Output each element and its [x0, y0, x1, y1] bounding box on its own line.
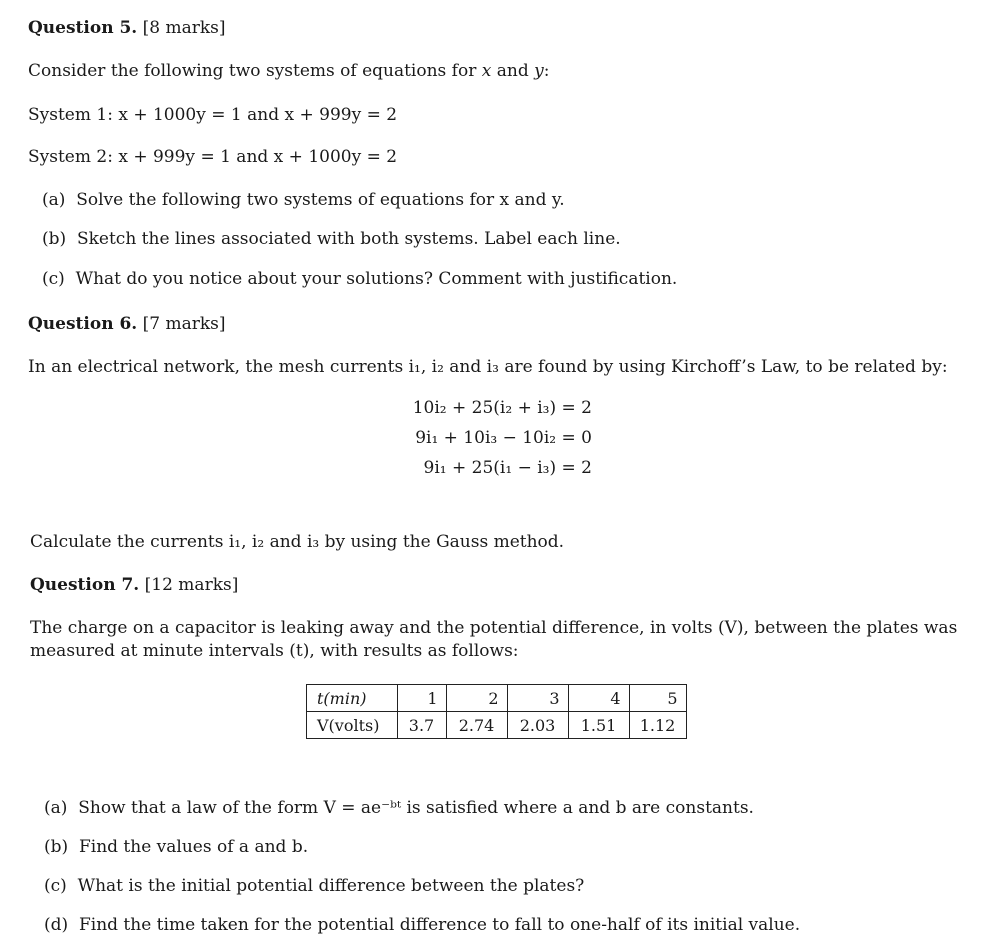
q7-intro-line-1: The charge on a capacitor is leaking away and the potential difference, in volts (V), between the plates was	[30, 618, 958, 638]
table-cell: 5	[629, 685, 686, 712]
q6-intro: In an electrical network, the mesh currents i₁, i₂ and i₃ are found by using Kirchoff’s Law, to be related by:	[28, 357, 948, 377]
q5-system-1	[28, 105, 397, 125]
q5-part-c: (c) What do you notice about your solutions? Comment with justification.	[42, 269, 678, 289]
q5-label: Question 5.	[28, 18, 138, 38]
q6-task: Calculate the currents i₁, i₂ and i₃ by using the Gauss method.	[30, 532, 565, 552]
table-row	[307, 712, 687, 739]
q6-heading	[28, 314, 226, 334]
table-cell: 2	[446, 685, 507, 712]
q7-marks: [12 marks]	[144, 575, 239, 595]
table-cell: 1.12	[629, 712, 686, 739]
data-table	[306, 684, 687, 739]
q7-part-d: (d) Find the time taken for the potential difference to fall to one-half of its initial value.	[44, 915, 801, 935]
table-row	[307, 685, 687, 712]
system-1-equations: x + 1000y = 1 and x + 999y = 2	[118, 105, 398, 125]
q7-part-c: (c) What is the initial potential difference between the plates?	[44, 876, 585, 896]
q6-equation-1: 10i₂ + 25(i₂ + i₃) = 2	[412, 398, 592, 418]
q7-part-b: (b) Find the values of a and b.	[44, 837, 309, 857]
q6-equation-3: 9i₁ + 25(i₁ − i₃) = 2	[423, 458, 592, 478]
table-cell: 4	[568, 685, 629, 712]
table-cell: 2.74	[446, 712, 507, 739]
q5-marks: [8 marks]	[142, 18, 226, 38]
system-2-equations: x + 999y = 1 and x + 1000y = 2	[118, 147, 398, 167]
q7-part-a: (a) Show that a law of the form V = ae⁻ᵇᵗ is satisfied where a and b are constants.	[44, 798, 754, 818]
system-2-label: System 2:	[28, 147, 119, 167]
q7-intro-line-2: measured at minute intervals (t), with results as follows:	[30, 641, 519, 661]
q6-label: Question 6.	[28, 314, 138, 334]
q5-part-a: (a) Solve the following two systems of equations for x and y.	[42, 190, 565, 210]
q5-system-2	[28, 147, 397, 167]
system-1-label: System 1:	[28, 105, 119, 125]
table-cell: 1	[397, 685, 446, 712]
q7-heading	[30, 575, 238, 595]
table-cell: 2.03	[507, 712, 568, 739]
q6-marks: [7 marks]	[142, 314, 226, 334]
q5-intro: Consider the following two systems of equations for x and y:	[28, 61, 550, 81]
table-header-voltage: V(volts)	[307, 712, 398, 739]
table-header-time: t(min)	[307, 685, 398, 712]
table-cell: 3	[507, 685, 568, 712]
table-cell: 3.7	[397, 712, 446, 739]
table-cell: 1.51	[568, 712, 629, 739]
q5-heading	[28, 18, 226, 38]
q5-part-b: (b) Sketch the lines associated with both systems. Label each line.	[42, 229, 621, 249]
q7-label: Question 7.	[30, 575, 140, 595]
q6-equation-2: 9i₁ + 10i₃ − 10i₂ = 0	[415, 428, 592, 448]
